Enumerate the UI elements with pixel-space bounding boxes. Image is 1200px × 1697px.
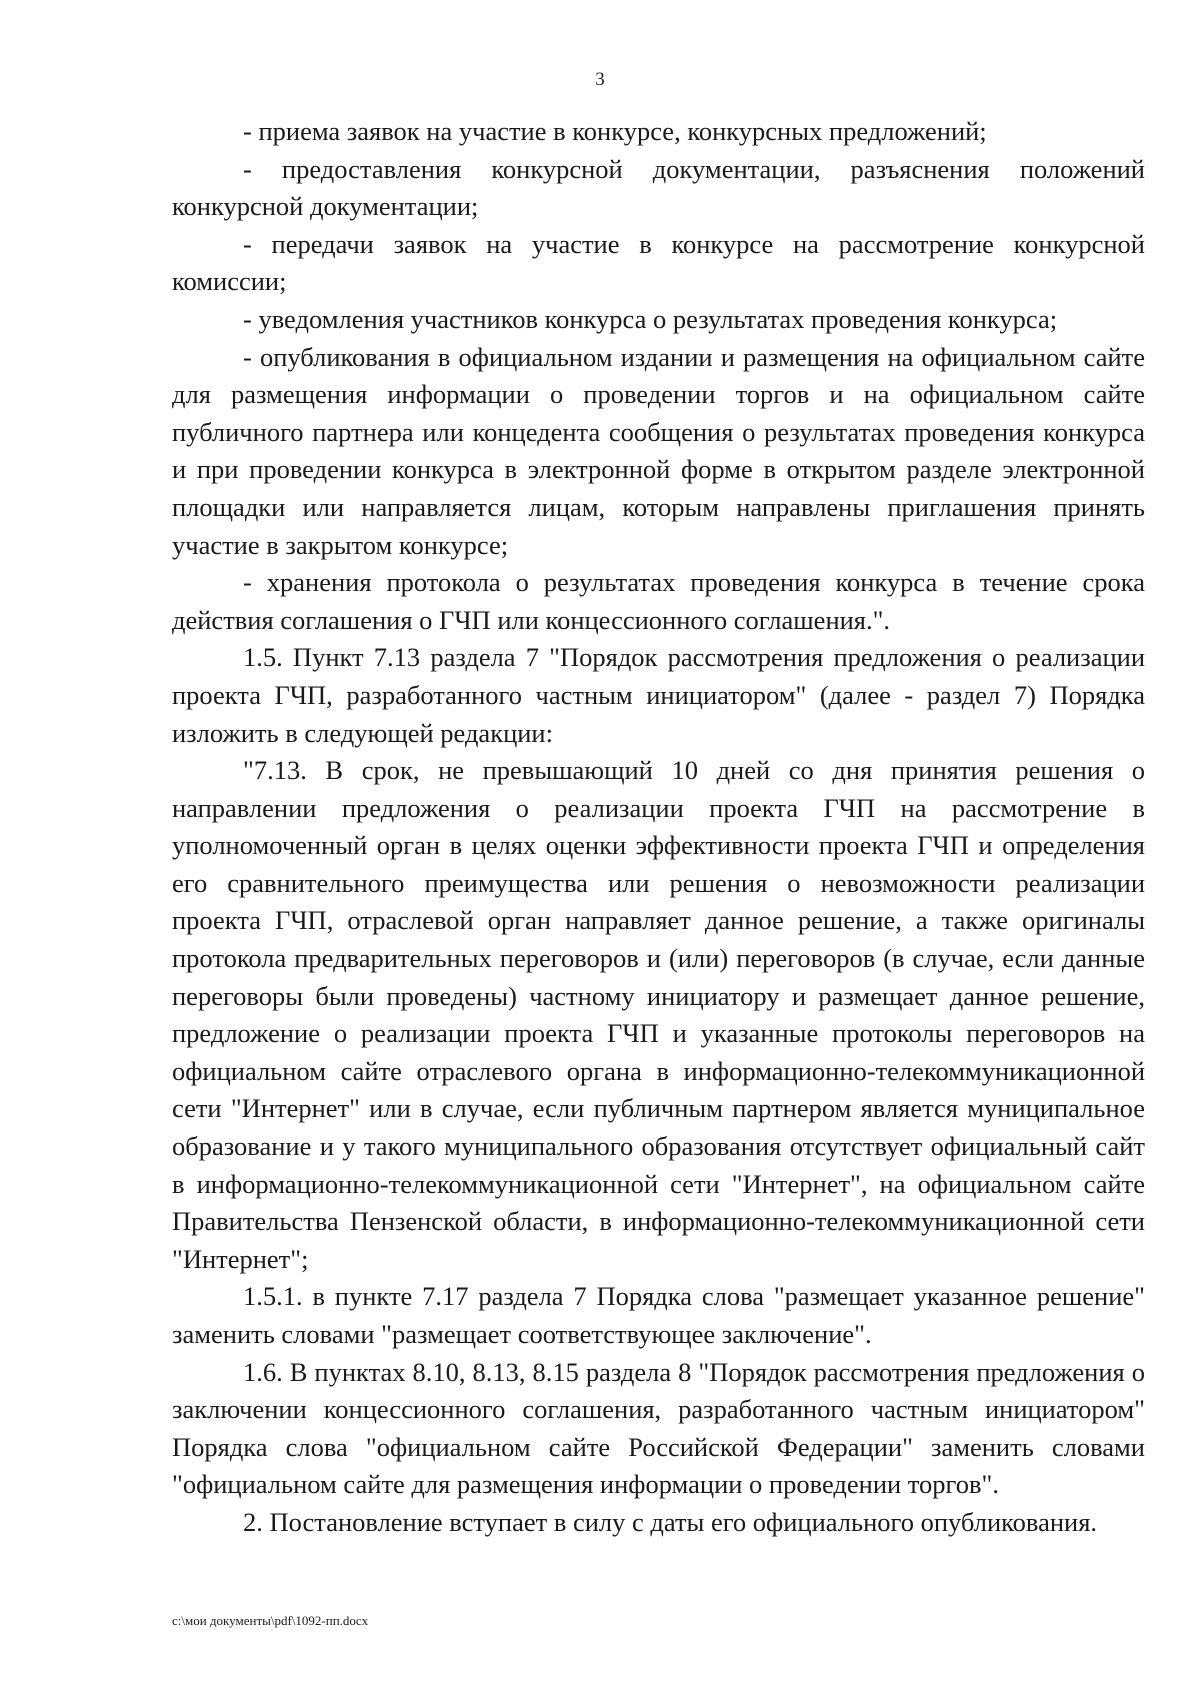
paragraph-4: - уведомления участников конкурса о результатах проведения конкурса;	[243, 303, 1058, 334]
document-body	[172, 113, 1145, 1542]
paragraph-8: "7.13. В срок, не превышающий 10 дней со дня принятия решения о направлении предложения о реализации проекта ГЧП на рассмотрение в уполномоченный орган в целях оценки эффективности проекта ГЧП и определения его сравнительного преимущества или решения о невозможности реализации проекта ГЧП, отраслевой орган направляет данное решение, а также оригиналы протокола предварительных переговоров и (или) переговоров (в случае, если данные переговоры были проведены) частному инициатору и размещает данное решение, предложение о реализации проекта ГЧП и указанные протоколы переговоров на официальном сайте отраслевого органа в информационно-телекоммуникационной сети "Интернет" или в случае, если публичным партнером является муниципальное образование и у такого муниципального образования отсутствует официальный сайт в информационно-телекоммуникационной сети "Интернет", на официальном сайте Правительства Пензенской области, в информационно-телекоммуникационной сети "Интернет";	[172, 755, 1145, 1274]
page-number: 3	[595, 69, 605, 90]
paragraph-11: 2. Постановление вступает в силу с даты его официального опубликования.	[243, 1506, 1098, 1537]
paragraph-3: - передачи заявок на участие в конкурсе на рассмотрение конкурсной комиссии;	[172, 228, 1145, 297]
paragraph-10: 1.6. В пунктах 8.10, 8.13, 8.15 раздела 8 "Порядок рассмотрения предложения о заключении концессионного соглашения, разработанного частным инициатором" Порядка слова "официальном сайте Российской Федерации" заменить словами "официальном сайте для размещения информации о проведении торгов".	[172, 1356, 1145, 1500]
paragraph-1: - приема заявок на участие в конкурсе, конкурсных предложений;	[243, 116, 987, 146]
paragraph-2: - предоставления конкурсной документации, разъяснения положений конкурсной документации;	[172, 153, 1145, 222]
paragraph-6: - хранения протокола о результатах проведения конкурса в течение срока действия соглашения о ГЧП или концессионного соглашения.".	[172, 567, 1145, 635]
footer-file-path: c:\мои документы\pdf\1092-пп.docx	[172, 1613, 369, 1628]
paragraph-7: 1.5. Пункт 7.13 раздела 7 "Порядок рассмотрения предложения о реализации проекта ГЧП, разработанного частным инициатором" (далее - раздел 7) Порядка изложить в следующей редакции:	[172, 642, 1145, 748]
paragraph-5: - опубликования в официальном издании и размещения на официальном сайте для размещения информации о проведении торгов и на официальном сайте публичного партнера или концедента сообщения о результатах проведения конкурса и при проведении конкурса в электронной форме в открытом разделе электронной площадки или направляется лицам, которым направлены приглашения принять участие в закрытом конкурсе;	[172, 341, 1145, 560]
paragraph-9: 1.5.1. в пункте 7.17 раздела 7 Порядка слова "размещает указанное решение" заменить словами "размещает соответствующее заключение".	[172, 1281, 1145, 1349]
